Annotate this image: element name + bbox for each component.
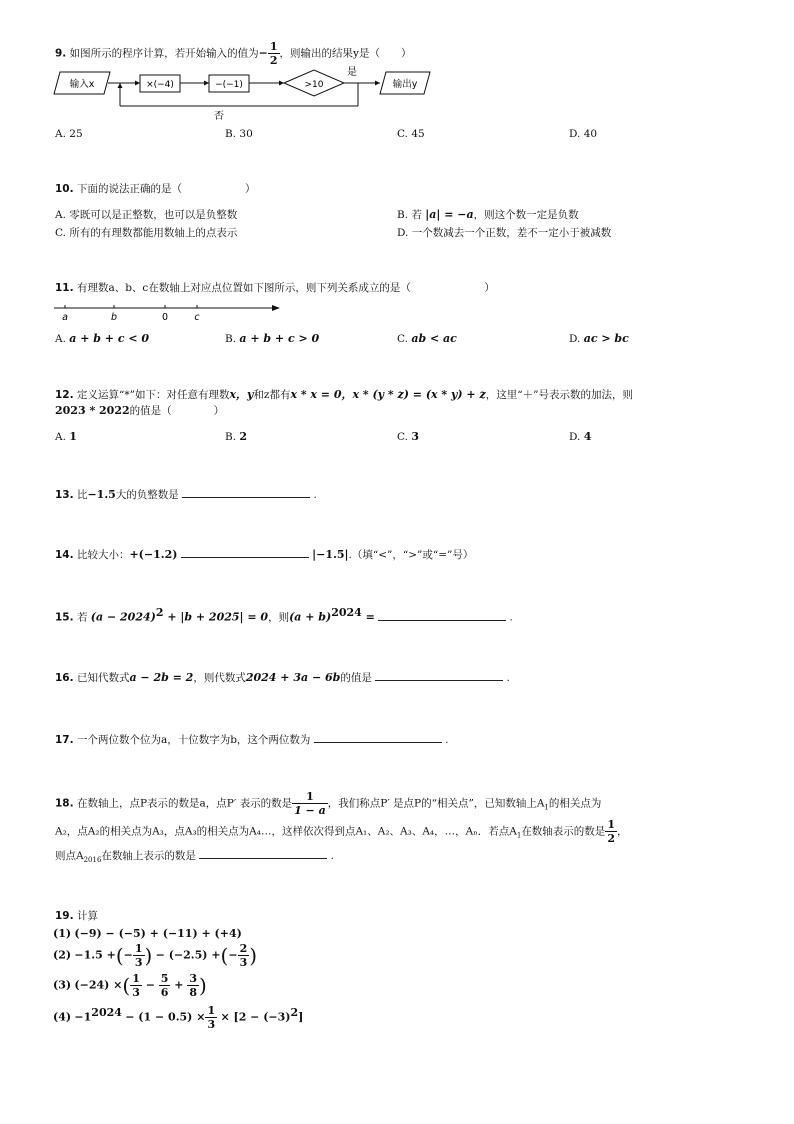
q19-p2-f2n: 2 [239, 942, 248, 955]
q17-answer-blank[interactable] [314, 730, 442, 743]
q9-option-a[interactable]: A. 25 [55, 128, 83, 140]
q14-answer-blank[interactable] [181, 545, 309, 558]
q11-optc-label: C. [397, 333, 408, 345]
q19-p2-f1d: 3 [134, 956, 143, 969]
q14-number: 14. [55, 549, 74, 561]
q17 [55, 730, 448, 747]
q9-stem-pre: 如图所示的程序计算，若开始输入的值为 [69, 47, 259, 60]
q19-p4-frac [205, 1004, 217, 1031]
q16-pre: 已知代数式 [76, 672, 130, 684]
q11-option-b[interactable] [225, 332, 319, 345]
q15-sup1: 2 [155, 606, 164, 619]
q18-frac-num: 1 [292, 790, 328, 804]
q9-frac-num: 1 [269, 40, 278, 53]
label-b: b [110, 312, 118, 323]
q15-number: 15. [55, 611, 74, 624]
q16-math1: a − 2b = 2 [129, 671, 194, 684]
label-c: c [194, 312, 200, 323]
flow-multiply-label: ×(−4) [146, 80, 174, 90]
q18-frac-den: 1 − a [294, 804, 326, 817]
q11-optd-label: D. [569, 333, 581, 345]
q10-option-d[interactable]: D. 一个数减去一个正数，差不一定小于被减数 [397, 227, 612, 239]
q11-option-a[interactable] [55, 332, 149, 345]
q19-p4-b: − (1 − 0.5) × [125, 1010, 206, 1024]
q19-p3-frac2 [159, 972, 171, 999]
q18-l3-sub: 2016 [83, 856, 102, 865]
q19-p3-f3n: 3 [189, 972, 197, 985]
q14 [55, 545, 473, 562]
q12-option-c[interactable] [397, 430, 419, 443]
q9-flowchart [52, 64, 432, 120]
q12-optd-value: 4 [583, 430, 592, 443]
q12-option-b[interactable] [225, 430, 247, 443]
q18-l1-a: 在数轴上，点P表示的数是a，点P′ 表示的数是 [76, 797, 293, 810]
q19-p1-expr: (−9) − (−5) + (−11) + (+4) [74, 927, 242, 940]
q11-opta-label: A. [55, 333, 66, 345]
q19-p2-a: −1.5 + [74, 948, 116, 962]
q12-stem-line2 [55, 403, 224, 418]
q19-p2-b: − (−2.5) + [155, 948, 221, 962]
q9-number: 9. [55, 47, 67, 60]
q10-optb-math: |a| = −a [425, 208, 474, 221]
q18-l3-a: 则点A [55, 850, 84, 862]
q19-p3-label: (3) [53, 978, 72, 992]
q18-l3-b: 在数轴上表示的数是 [101, 850, 196, 862]
q11-stem-text: 有理数a、b、c在数轴上对应点位置如下图所示，则下列关系成立的是（ ） [76, 282, 495, 294]
q11-option-c[interactable] [397, 332, 457, 345]
q11-option-d[interactable] [569, 332, 629, 345]
q13-post: 大的负整数是 [115, 489, 179, 501]
q13-number: 13. [55, 489, 74, 501]
q14-post: .（填“<”，“>”或“=”号） [348, 549, 474, 561]
q19-p4-d: ] [298, 1010, 304, 1024]
q12-line1-math1: x，y [229, 388, 254, 401]
q10-optb-pre: B. 若 [397, 209, 426, 221]
q19-number: 19. [55, 910, 74, 922]
q19-p4-label: (4) [53, 1010, 72, 1024]
q12-optd-label: D. [569, 431, 581, 443]
q19-p3-f2n: 5 [160, 972, 169, 985]
q19-p3-f1d: 3 [132, 986, 140, 999]
q18-fraction [292, 790, 328, 817]
q9-stem [55, 40, 411, 67]
q9-stem-post: ，则输出的结果y是（ ） [279, 47, 412, 60]
q11-optc-math: ab < ac [411, 332, 457, 345]
q12-opta-label: A. [55, 431, 66, 443]
q16 [55, 668, 510, 685]
q10-number: 10. [55, 183, 74, 195]
q13-math: −1.5 [87, 488, 116, 501]
flow-subtract-label: −(−1) [215, 80, 243, 90]
q12-number: 12. [55, 389, 74, 401]
q15-answer-blank[interactable] [378, 608, 506, 621]
q16-math2: 2024 + 3a − 6b [245, 671, 341, 684]
q19-part4 [53, 1004, 303, 1031]
q12-line2-b: 的值是（ ） [129, 405, 225, 417]
q18-number: 18. [55, 797, 74, 810]
q18-l2: A₂，点A₂的相关点为A₃，点A₃的相关点为A₄…，这样依次得到点A₁、A₂、A₃、A₄，…，Aₙ．若点A [55, 825, 517, 838]
q15-end: . [509, 611, 513, 624]
q12-optc-label: C. [397, 431, 408, 443]
q17-end: . [445, 734, 449, 746]
q15-math2: + |b + 2025| = 0 [163, 610, 269, 624]
q14-math1: +(−1.2) [129, 548, 178, 561]
q15 [55, 606, 513, 625]
q11-optb-math: a + b + c > 0 [239, 332, 320, 345]
q11-opta-math: a + b + c < 0 [69, 332, 150, 345]
q19-p4-sup: 2024 [91, 1006, 122, 1019]
q12-line1-math2: x * x = 0，x * (y * z) = (x * y) + z [290, 388, 486, 401]
q18-line1 [55, 790, 601, 817]
q17-number: 17. [55, 734, 74, 746]
q11-stem [55, 280, 495, 295]
label-a: a [62, 312, 68, 323]
flow-output-label: 输出y [392, 79, 418, 90]
q9-option-d[interactable]: D. 40 [569, 128, 598, 140]
q12-line2-math: 2023 * 2022 [55, 404, 130, 417]
q15-math1: (a − 2024) [90, 610, 156, 624]
q10-stem [55, 181, 255, 196]
q19-title [55, 908, 98, 923]
q10-optb-post: ，则这个数一定是负数 [473, 209, 579, 221]
q15-math4: = [361, 610, 375, 624]
q12-stem-line1 [55, 386, 633, 402]
q16-post: 的值是 [340, 672, 372, 684]
q15-pre: 若 [76, 611, 88, 624]
q17-text: 一个两位数个位为a，十位数字为b，这个两位数为 [76, 734, 311, 746]
q19-p3-a: (−24) × [74, 978, 123, 992]
label-0: 0 [161, 312, 169, 323]
q16-mid: ，则代数式 [193, 672, 246, 684]
q19-p2-f1n: 1 [134, 942, 143, 955]
q11-number: 11. [55, 282, 74, 294]
q11-optb-label: B. [225, 333, 237, 345]
flow-no-label: 否 [214, 111, 224, 120]
q19-p4-c: × [2 − (−3) [220, 1010, 291, 1024]
q12-optc-value: 3 [411, 430, 419, 443]
q12-line1-c: ，这里“＋”号表示数的加法，则 [485, 389, 633, 401]
q18-l1-sub: 1 [544, 803, 549, 812]
q15-mid: ，则 [268, 611, 290, 624]
flow-yes-label: 是 [347, 67, 357, 78]
axis-arrow [272, 305, 280, 311]
q12-option-d[interactable] [569, 430, 591, 443]
q18-frac2-num: 1 [607, 818, 615, 831]
q18-l2-sub: 1 [516, 831, 522, 840]
q19-p2-frac2 [238, 942, 250, 969]
q18-l1-c: 的相关点为 [548, 797, 602, 810]
q18-l1-b: ，我们称点P′ 是点P的“相关点”，已知数轴上A [327, 797, 545, 810]
q10-option-b[interactable] [397, 207, 579, 222]
q18-line2 [55, 818, 627, 845]
q19-p1-label: (1) [53, 927, 72, 940]
q12-opta-value: 1 [69, 430, 77, 443]
q19-p4-fd: 3 [207, 1018, 216, 1031]
q18-answer-blank[interactable] [199, 846, 327, 859]
flow-condition-label: >10 [304, 80, 324, 90]
q19-part3: (3) (−24) ×( $\frac{1}{3}$ − $\frac{5}{6}$ + $\frac{3}{8}$ ) [53, 972, 207, 999]
q11-number-line [52, 302, 282, 324]
q15-math3: (a + b) [289, 610, 332, 624]
q13-answer-blank[interactable] [182, 485, 310, 498]
q10-option-a[interactable]: A. 零既可以是正整数，也可以是负整数 [55, 209, 238, 221]
q9-option-c[interactable]: C. 45 [397, 128, 425, 140]
q11-optd-math: ac > bc [583, 332, 629, 345]
q12-optb-value: 2 [239, 430, 248, 443]
q15-sup2: 2024 [331, 606, 362, 619]
q9-option-b[interactable]: B. 30 [225, 128, 253, 140]
q9-neg-sign: − [258, 46, 268, 60]
q18-fraction2 [605, 818, 617, 845]
q19-part1 [53, 927, 242, 940]
q18-l2-c: ， [616, 825, 628, 838]
q14-pre: 比较大小： [76, 549, 130, 561]
q18-line3 [55, 846, 334, 864]
q12-line1-b: 和z都有 [253, 389, 291, 401]
q16-answer-blank[interactable] [375, 668, 503, 681]
q19-p3-f2d: 6 [160, 986, 169, 999]
q9-fraction [268, 40, 280, 67]
q13 [55, 485, 317, 502]
q19-p3-f3d: 8 [189, 986, 197, 999]
q10-option-c[interactable]: C. 所有的有理数都能用数轴上的点表示 [55, 227, 238, 239]
q19-p3-frac1 [130, 972, 142, 999]
q19-p4-a: −1 [74, 1010, 92, 1024]
q19-p2-label: (2) [53, 948, 72, 962]
q19-part2: (2) −1.5 +(− $\frac{1}{3}$ ) − (−2.5) +(− $\frac{2}{3}$ ) [53, 942, 258, 969]
q19-p2-f2d: 3 [239, 956, 248, 969]
q18-l2-b: 在数轴表示的数是 [521, 825, 606, 838]
q16-end: . [506, 672, 510, 684]
q19-p3-frac3 [187, 972, 199, 999]
q19-p2-frac1 [133, 942, 145, 969]
q9-frac-den: 2 [269, 54, 278, 67]
q19-title-text: 计算 [76, 910, 98, 922]
q13-pre: 比 [76, 489, 88, 501]
q12-optb-label: B. [225, 431, 237, 443]
q18-end: . [330, 850, 334, 862]
q19-p4-sup2: 2 [290, 1006, 299, 1019]
q10-stem-text: 下面的说法正确的是（ ） [76, 183, 256, 195]
q16-number: 16. [55, 672, 74, 684]
q14-math2: |−1.5| [312, 548, 349, 561]
q18-frac2-den: 2 [607, 832, 615, 845]
flow-input-label: 输入x [69, 79, 95, 90]
q12-option-a[interactable] [55, 430, 77, 443]
q13-end: . [313, 489, 317, 501]
q12-line1-a: 定义运算“*”如下：对任意有理数 [76, 389, 230, 401]
q19-p3-f1n: 1 [132, 972, 140, 985]
q19-p4-fn: 1 [207, 1004, 216, 1017]
